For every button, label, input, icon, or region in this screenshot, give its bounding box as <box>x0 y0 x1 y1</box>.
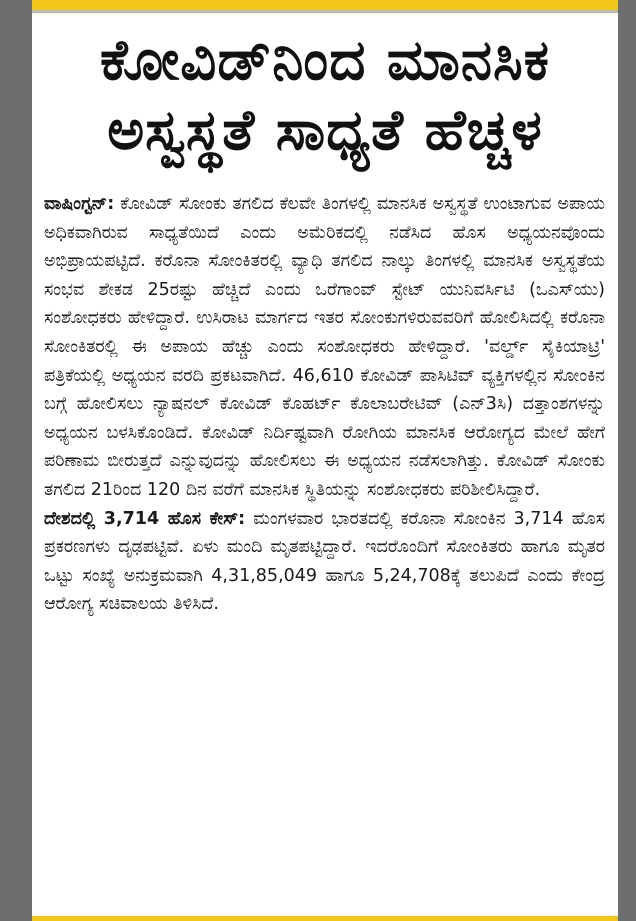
paragraph-2 <box>44 505 605 619</box>
headline-line-2: ಅಸ್ವಸ್ಥತೆ ಸಾಧ್ಯತೆ ಹೆಚ್ಚಳ <box>107 98 543 163</box>
paragraph-1-text: ಕೋವಿಡ್ ಸೋಂಕು ತಗಲಿದ ಕೆಲವೇ ತಿಂಗಳಲ್ಲಿ ಮಾನಸಿಕ ಅಸ್ವಸ್ಥತೆ ಉಂಟಾಗುವ ಅಪಾಯ ಅಧಿಕವಾಗಿರುವ ಸಾಧ್ಯತೆಯಿದೆ ಎಂದು ಅಮೆರಿಕದಲ್ಲಿ ನಡೆಸಿದ ಹೊಸ ಅಧ್ಯಯನವೊಂದು ಅಭಿಪ್ರಾಯಪಟ್ಟಿದೆ. ಕರೊನಾ ಸೋಂಕಿತರಲ್ಲಿ ವ್ಯಾಧಿ ತಗಲಿದ ನಾಲ್ಕು ತಿಂಗಳಲ್ಲಿ ಮಾನಸಿಕ ಅಸ್ವಸ್ಥತೆಯ ಸಂಭವ ಶೇಕಡ 25ರಷ್ಟು ಹೆಚ್ಚಿದೆ ಎಂದು ಒರೆಗಾಂವ್ ಸ್ಟೇಟ್ ಯುನಿವರ್ಸಿಟಿ (ಒಎಸ್‌ಯು) ಸಂಶೋಧಕರು ಹೇಳಿದ್ದಾರೆ. ಉಸಿರಾಟ ಮಾರ್ಗದ ಇತರ ಸೋಂಕುಗಳಿರುವವರಿಗೆ ಹೋಲಿಸಿದಲ್ಲಿ ಕರೊನಾ ಸೋಂಕಿತರಲ್ಲಿ ಈ ಅಪಾಯ ಹೆಚ್ಚು ಎಂದು ಸಂಶೋಧಕರು ಹೇಳಿದ್ದಾರೆ. 'ವರ್ಲ್ಡ್ ಸೈಕಿಯಾಟ್ರಿ' ಪತ್ರಿಕೆಯಲ್ಲಿ ಅಧ್ಯಯನ ವರದಿ ಪ್ರಕಟವಾಗಿದೆ. 46,610 ಕೋವಿಡ್ ಪಾಸಿಟಿವ್ ವ್ಯಕ್ತಿಗಳಲ್ಲಿನ ಸೋಂಕಿನ ಬಗ್ಗೆ ಹೋಲಿಸಲು ನ್ಯಾಷನಲ್ ಕೋವಿಡ್ ಕೊಹರ್ಟ್ ಕೊಲಾಬರೇಟಿವ್ (ಎನ್3ಸಿ) ದತ್ತಾಂಶಗಳನ್ನು ಅಧ್ಯಯನ ಬಳಸಿಕೊಂಡಿದೆ. ಕೋವಿಡ್ ನಿರ್ದಿಷ್ಟವಾಗಿ ರೋಗಿಯ ಮಾನಸಿಕ ಆರೋಗ್ಯದ ಮೇಲೆ ಹೇಗೆ ಪರಿಣಾಮ ಬೀರುತ್ತದೆ ಎನ್ನುವುದನ್ನು ಹೋಲಿಸಲು ಈ ಅಧ್ಯಯನ ನಡೆಸಲಾಗಿತ್ತು. ಕೋವಿಡ್ ಸೋಂಕು ತಗಲಿದ 21ರಿಂದ 120 ದಿನ ವರೆಗೆ ಮಾನಸಿಕ ಸ್ಥಿತಿಯನ್ನು ಸಂಶೋಧಕರು ಪರಿಶೀಲಿಸಿದ್ದಾರೆ. <box>44 194 605 500</box>
paragraph-1 <box>44 190 605 505</box>
paragraph-2-text: ಮಂಗಳವಾರ ಭಾರತದಲ್ಲಿ ಕರೊನಾ ಸೋಂಕಿನ 3,714 ಹೊಸ ಪ್ರಕರಣಗಳು ದೃಢಪಟ್ಟಿವೆ. ಏಳು ಮಂದಿ ಮೃತಪಟ್ಟಿದ್ದಾರೆ. ಇದರೊಂದಿಗೆ ಸೋಂಕಿತರು ಹಾಗೂ ಮೃತರ ಒಟ್ಟು ಸಂಖ್ಯೆ ಅನುಕ್ರಮವಾಗಿ 4,31,85,049 ಹಾಗೂ 5,24,708ಕ್ಕೆ ತಲುಪಿದೆ ಎಂದು ಕೇಂದ್ರ ಆರೋಗ್ಯ ಸಚಿವಾಲಯ ತಿಳಿಸಿದೆ. <box>44 508 605 615</box>
news-clipping <box>32 0 618 921</box>
subhead-new-cases: ದೇಶದಲ್ಲಿ 3,714 ಹೊಸ ಕೇಸ್: <box>44 508 246 529</box>
dateline: ವಾಷಿಂಗ್ಟನ್: <box>44 194 115 214</box>
article-headline <box>32 26 618 166</box>
headline-line-1: ಕೋವಿಡ್‌ನಿಂದ ಮಾನಸಿಕ <box>100 28 550 93</box>
top-accent-bar <box>32 0 618 10</box>
bottom-accent-bar <box>32 916 618 921</box>
top-bar-shadow <box>32 10 618 13</box>
article-body <box>44 190 605 619</box>
